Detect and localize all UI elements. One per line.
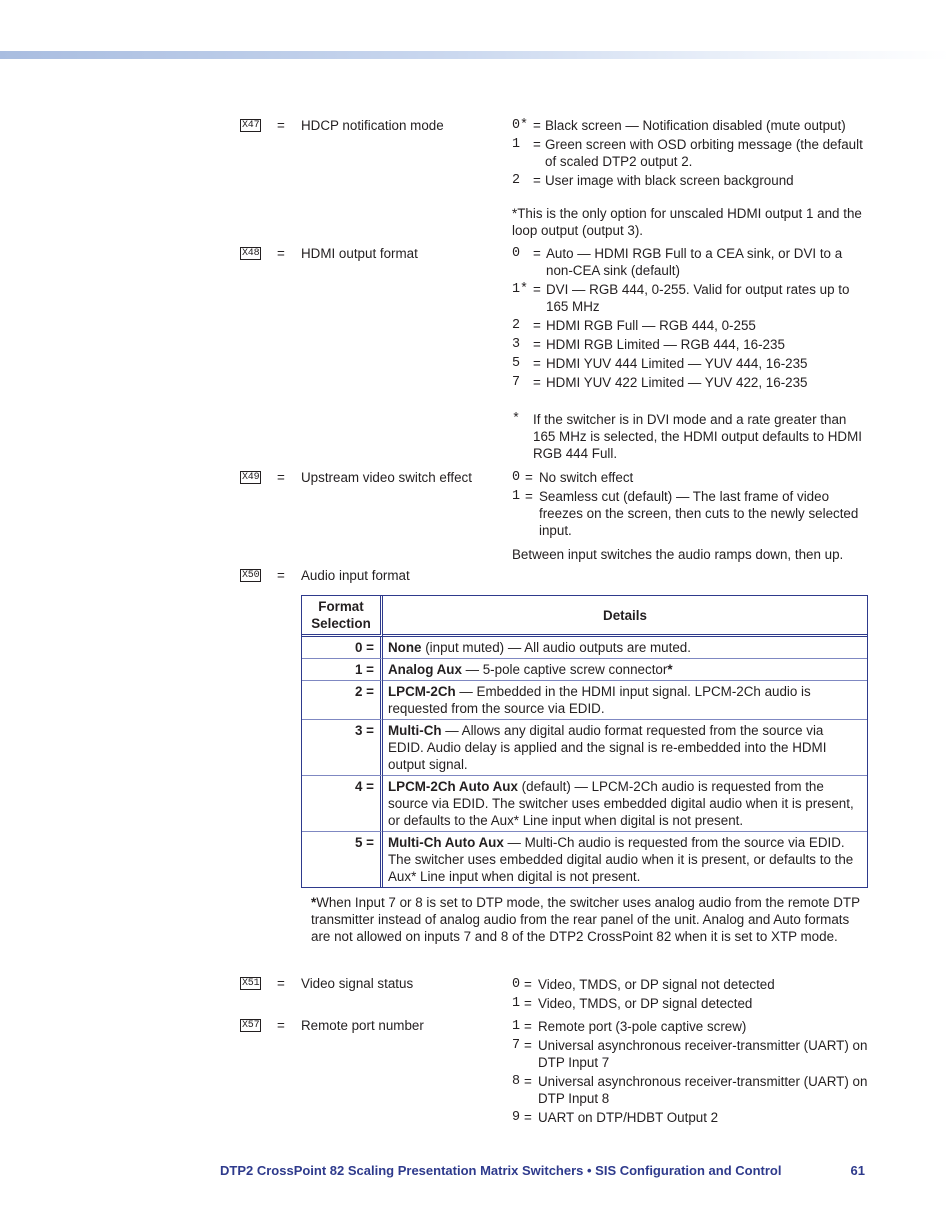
details-cell bbox=[383, 720, 867, 776]
option-eq: = bbox=[524, 977, 532, 992]
option-code: 0* bbox=[512, 118, 529, 133]
option-item bbox=[512, 976, 872, 993]
selection-cell: 4 = bbox=[302, 776, 383, 832]
table-row bbox=[302, 659, 867, 681]
table-row bbox=[302, 832, 867, 887]
option-eq: = bbox=[533, 356, 541, 371]
note-marker: * bbox=[512, 412, 521, 427]
equals-sign: = bbox=[277, 118, 285, 133]
format-description: — 5-pole captive screw connector bbox=[461, 662, 668, 677]
option-text: Video, TMDS, or DP signal not detected bbox=[538, 977, 775, 992]
param-tag: X50 bbox=[242, 570, 260, 581]
table-row bbox=[302, 720, 867, 776]
table-row bbox=[302, 776, 867, 832]
option-item bbox=[512, 469, 872, 486]
option-item bbox=[512, 1018, 872, 1035]
option-code: 8 bbox=[512, 1074, 521, 1089]
details-cell bbox=[383, 637, 867, 659]
param-tag: X57 bbox=[242, 1020, 260, 1031]
table-row bbox=[302, 681, 867, 720]
param-tag: X47 bbox=[242, 120, 260, 131]
param-name: Upstream video switch effect bbox=[301, 470, 472, 485]
option-note: *This is the only option for unscaled HDMI output 1 and the loop output (output 3). bbox=[512, 206, 862, 238]
option-code: 9 bbox=[512, 1110, 521, 1125]
option-text: DVI — RGB 444, 0-255. Valid for output rates up to 165 MHz bbox=[546, 282, 850, 314]
option-list bbox=[512, 1018, 872, 1128]
footer-title: DTP2 CrossPoint 82 Scaling Presentation Matrix Switchers • SIS Configuration and Control bbox=[220, 1163, 782, 1178]
audio-format-table bbox=[301, 595, 868, 888]
header-details: Details bbox=[383, 596, 867, 637]
option-code: 2 bbox=[512, 173, 529, 188]
details-cell bbox=[383, 659, 867, 681]
option-item bbox=[512, 172, 872, 189]
option-code: 5 bbox=[512, 356, 529, 371]
equals-sign: = bbox=[277, 568, 285, 583]
option-code: 7 bbox=[512, 1038, 521, 1053]
option-code: 1 bbox=[512, 489, 521, 504]
option-item bbox=[512, 336, 872, 353]
option-item bbox=[512, 317, 872, 334]
format-name: Analog Aux bbox=[388, 662, 462, 677]
option-text: Black screen — Notification disabled (mute output) bbox=[545, 118, 846, 133]
option-eq: = bbox=[533, 375, 541, 390]
footnote-text: When Input 7 or 8 is set to DTP mode, the switcher uses analog audio from the remote DTP transmitter instead of analog audio from the rear panel of the unit. Analog and Auto formats are not allowed on inputs 7 and 8 of the DTP2 CrossPoint 82 when it is set to XTP mode. bbox=[311, 895, 860, 944]
format-name: None bbox=[388, 640, 422, 655]
param-name: Video signal status bbox=[301, 976, 414, 991]
table-row bbox=[302, 637, 867, 659]
option-eq: = bbox=[524, 1074, 532, 1089]
option-list bbox=[512, 976, 872, 1014]
format-name: LPCM-2Ch bbox=[388, 684, 456, 699]
option-text: HDMI YUV 444 Limited — YUV 444, 16-235 bbox=[546, 356, 808, 371]
footnote-marker: * bbox=[667, 662, 673, 677]
page-footer bbox=[220, 1162, 870, 1179]
equals-sign: = bbox=[277, 470, 285, 485]
option-code: 1 bbox=[512, 1019, 521, 1034]
option-item bbox=[512, 281, 872, 315]
selection-cell: 3 = bbox=[302, 720, 383, 776]
option-code: 3 bbox=[512, 337, 529, 352]
option-code: 7 bbox=[512, 375, 529, 390]
note-text: If the switcher is in DVI mode and a rate greater than 165 MHz is selected, the HDMI output defaults to HDMI RGB 444 Full. bbox=[533, 412, 862, 461]
option-text: No switch effect bbox=[539, 470, 634, 485]
option-code: 0 bbox=[512, 246, 529, 261]
format-description: (input muted) — All audio outputs are muted. bbox=[421, 640, 691, 655]
option-eq: = bbox=[524, 1110, 532, 1125]
selection-cell: 2 = bbox=[302, 681, 383, 720]
option-list bbox=[512, 469, 872, 563]
option-eq: = bbox=[533, 337, 541, 352]
format-description: (default) — LPCM-2Ch audio is requested from the source via EDID. The switcher uses embedded digital audio when it is present, or defaults to the Aux* Line input when digital is not present. bbox=[388, 779, 854, 828]
option-code: 0 bbox=[512, 470, 521, 485]
option-code: 1* bbox=[512, 282, 529, 297]
param-name: HDMI output format bbox=[301, 246, 418, 261]
option-item bbox=[512, 1109, 872, 1126]
option-text: Universal asynchronous receiver-transmitter (UART) on DTP Input 8 bbox=[538, 1074, 868, 1106]
equals-sign: = bbox=[277, 246, 285, 261]
option-code: 1 bbox=[512, 996, 521, 1011]
option-item bbox=[512, 995, 872, 1012]
option-text: Green screen with OSD orbiting message (the default of scaled DTP2 output 2. bbox=[545, 137, 863, 169]
page-number: 61 bbox=[850, 1163, 865, 1178]
header-gradient-bar bbox=[0, 51, 950, 59]
option-eq: = bbox=[533, 173, 541, 188]
option-text: Seamless cut (default) — The last frame of video freezes on the screen, then cuts to the newly selected input. bbox=[539, 489, 859, 538]
header-format-selection: Format Selection bbox=[302, 596, 383, 637]
selection-cell: 5 = bbox=[302, 832, 383, 887]
option-eq: = bbox=[524, 996, 532, 1011]
format-name: LPCM-2Ch Auto Aux bbox=[388, 779, 518, 794]
option-list bbox=[512, 245, 872, 462]
selection-cell: 1 = bbox=[302, 659, 383, 681]
option-text: User image with black screen background bbox=[545, 173, 794, 188]
param-tag: X51 bbox=[242, 978, 260, 989]
option-eq: = bbox=[524, 1038, 532, 1053]
option-code: 2 bbox=[512, 318, 529, 333]
param-tag: X48 bbox=[242, 248, 260, 259]
param-name: Remote port number bbox=[301, 1018, 424, 1033]
option-note: Between input switches the audio ramps down, then up. bbox=[512, 547, 844, 562]
format-description: — Multi-Ch audio is requested from the source via EDID. The switcher uses embedded digital audio when it is present, or defaults to the Aux* Line input when digital is not present. bbox=[388, 835, 854, 884]
option-eq: = bbox=[533, 282, 541, 297]
option-text: HDMI YUV 422 Limited — YUV 422, 16-235 bbox=[546, 375, 808, 390]
option-text: Universal asynchronous receiver-transmitter (UART) on DTP Input 7 bbox=[538, 1038, 868, 1070]
option-item bbox=[512, 136, 872, 170]
param-name: HDCP notification mode bbox=[301, 118, 444, 133]
option-note bbox=[512, 411, 872, 462]
details-cell bbox=[383, 832, 867, 887]
option-eq: = bbox=[525, 470, 533, 485]
format-name: Multi-Ch bbox=[388, 723, 442, 738]
details-cell bbox=[383, 776, 867, 832]
param-tag: X49 bbox=[242, 472, 260, 483]
option-item bbox=[512, 1073, 872, 1107]
table-header-row bbox=[302, 596, 867, 637]
footnote-marker: * bbox=[311, 895, 317, 910]
option-code: 1 bbox=[512, 137, 529, 152]
format-name: Multi-Ch Auto Aux bbox=[388, 835, 504, 850]
option-item bbox=[512, 488, 872, 539]
option-eq: = bbox=[533, 246, 541, 261]
selection-cell: 0 = bbox=[302, 637, 383, 659]
option-item bbox=[512, 355, 872, 372]
option-text: UART on DTP/HDBT Output 2 bbox=[538, 1110, 719, 1125]
format-description: — Embedded in the HDMI input signal. LPCM-2Ch audio is requested from the source via EDID. bbox=[388, 684, 811, 716]
option-eq: = bbox=[533, 318, 541, 333]
option-text: Video, TMDS, or DP signal detected bbox=[538, 996, 753, 1011]
option-eq: = bbox=[533, 137, 541, 152]
option-text: HDMI RGB Limited — RGB 444, 16-235 bbox=[546, 337, 785, 352]
option-item bbox=[512, 245, 872, 279]
option-eq: = bbox=[525, 489, 533, 504]
option-list bbox=[512, 117, 872, 239]
equals-sign: = bbox=[277, 1018, 285, 1033]
option-text: Auto — HDMI RGB Full to a CEA sink, or DVI to a non-CEA sink (default) bbox=[546, 246, 843, 278]
details-cell bbox=[383, 681, 867, 720]
option-eq: = bbox=[533, 118, 541, 133]
format-description: — Allows any digital audio format requested from the source via EDID. Audio delay is applied and the signal is re-embedded into the HDMI output signal. bbox=[388, 723, 827, 772]
option-code: 0 bbox=[512, 977, 521, 992]
option-text: Remote port (3-pole captive screw) bbox=[538, 1019, 747, 1034]
option-item bbox=[512, 1037, 872, 1071]
param-name: Audio input format bbox=[301, 568, 410, 583]
option-text: HDMI RGB Full — RGB 444, 0-255 bbox=[546, 318, 756, 333]
equals-sign: = bbox=[277, 976, 285, 991]
option-eq: = bbox=[524, 1019, 532, 1034]
option-item bbox=[512, 374, 872, 391]
audio-table-footnote bbox=[311, 894, 863, 945]
option-item bbox=[512, 117, 872, 134]
